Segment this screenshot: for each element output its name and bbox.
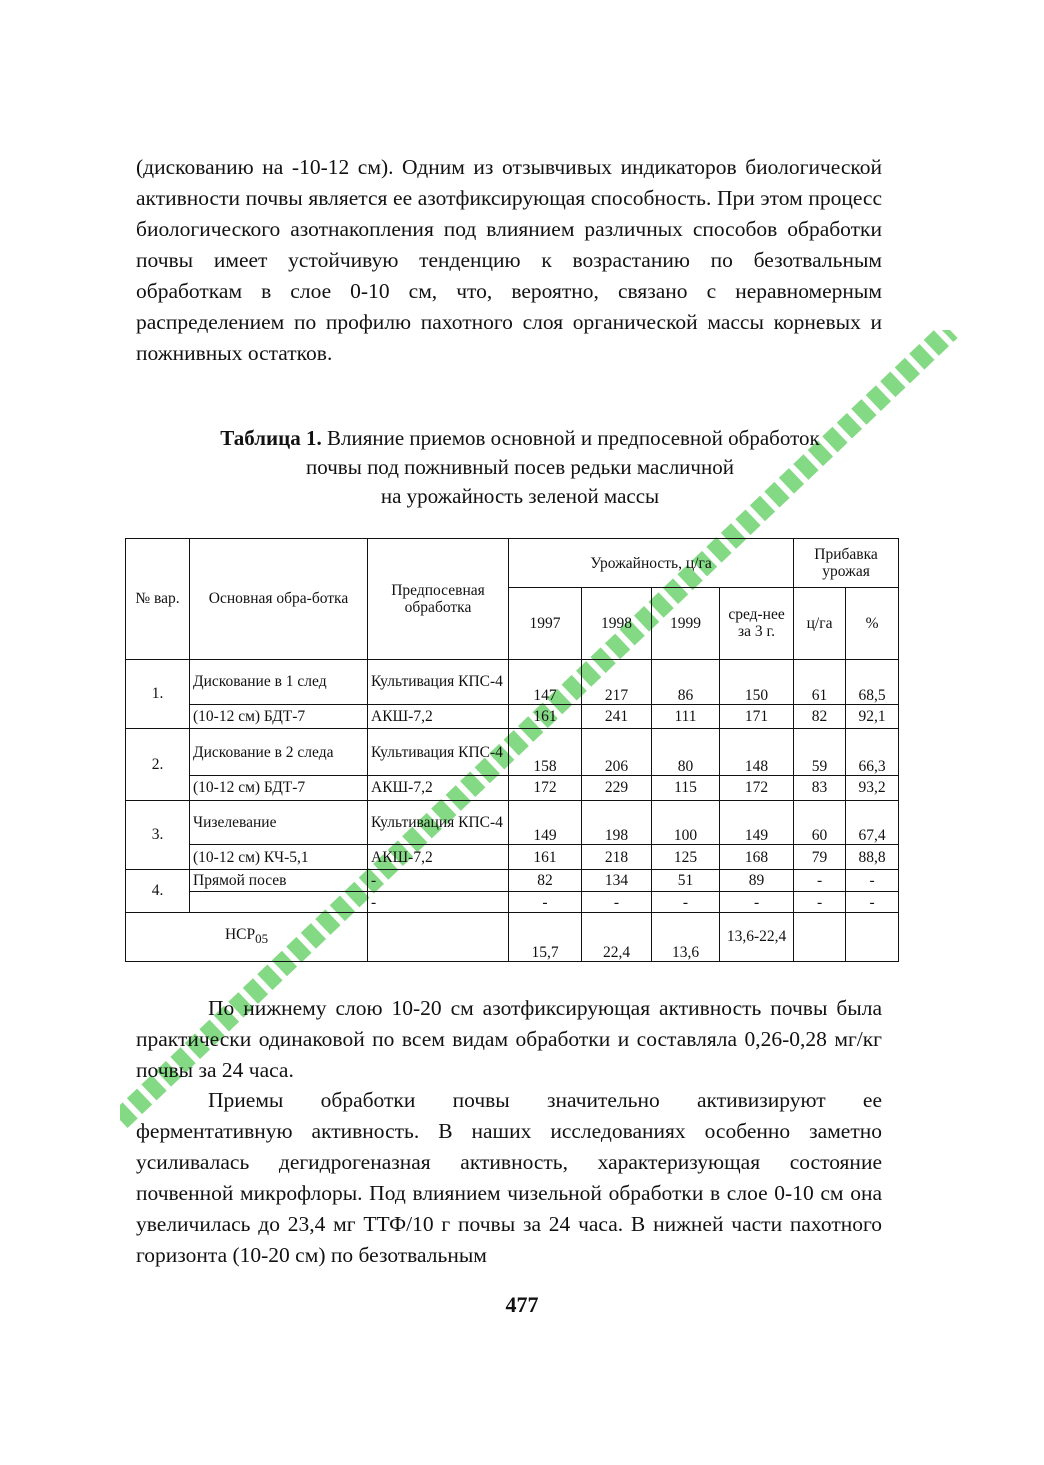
header-gain-pct: % [846,588,899,660]
value-1999: 125 [652,845,720,870]
table-row [126,659,899,704]
nsr-empty [846,912,899,961]
nsr-1998: 22,4 [582,912,652,961]
value-gain-cga: - [794,892,846,912]
value-1999: 100 [652,800,720,845]
yield-table [125,538,899,962]
table-row [126,845,899,870]
value-gain-cga: 59 [794,729,846,776]
value-1998: 218 [582,845,652,870]
nsr-empty [794,912,846,961]
paragraph-lower-layer: По нижнему слою 10-20 см азотфиксирующая активность почвы была практически одинаковой по всем видам обработки и составляла 0,26-0,28 мг/кг почвы за 24 часа. [136,996,882,1082]
variant-num: 4. [126,870,190,913]
header-year-1997: 1997 [509,588,582,660]
table-row [126,704,899,729]
value-gain-cga: 79 [794,845,846,870]
value-1997: 172 [509,776,582,801]
presowing-treatment: АКШ-7,2 [368,776,509,801]
paragraph-intro: (дискованию на -10-12 см). Одним из отзывчивых индикаторов биологической активности почвы является ее азотфиксирующая способность. При этом процесс биологического азотнакопления под влиянием различных способов обработки почвы имеет устойчивую тенденцию к возрастанию по безотвальным обработкам в слое 0-10 см, что, вероятно, связано с неравномерным распределением по профилю пахотного слоя органической массы корневых и пожнивных остатков. [136,155,882,365]
variant-num: 3. [126,800,190,869]
value-gain-cga: 60 [794,800,846,845]
main-treatment: Дискование в 2 следа [190,729,368,776]
table-row [126,892,899,912]
value-gain-pct: 92,1 [846,704,899,729]
value-average: 149 [720,800,794,845]
nsr-empty [368,912,509,961]
table-caption [120,424,920,511]
value-1998: 241 [582,704,652,729]
value-1997: 82 [509,870,582,892]
main-treatment: (10-12 см) БДТ-7 [190,776,368,801]
value-1999: - [652,892,720,912]
value-1997: 147 [509,659,582,704]
main-treatment: Дискование в 1 след [190,659,368,704]
header-presowing-treatment: Предпосевная обработка [368,539,509,660]
value-1997: 149 [509,800,582,845]
nsr-1999: 13,6 [652,912,720,961]
table-row [126,776,899,801]
main-treatment: Чизелевание [190,800,368,845]
value-1997: 161 [509,704,582,729]
value-gain-pct: - [846,892,899,912]
caption-line-3: на урожайность зеленой массы [380,484,660,508]
header-num: № вар. [126,539,190,660]
presowing-treatment: Культивация КПС-4 [368,659,509,704]
value-1999: 51 [652,870,720,892]
caption-label: Таблица 1. [220,426,322,450]
presowing-treatment: АКШ-7,2 [368,704,509,729]
presowing-treatment: Культивация КПС-4 [368,800,509,845]
value-gain-cga: - [794,870,846,892]
value-1999: 115 [652,776,720,801]
value-gain-pct: - [846,870,899,892]
nsr-average: 13,6-22,4 [720,912,794,961]
main-treatment: (10-12 см) БДТ-7 [190,704,368,729]
table-row-nsr [126,912,899,961]
table-row [126,800,899,845]
main-treatment: (10-12 см) КЧ-5,1 [190,845,368,870]
value-1998: 206 [582,729,652,776]
value-gain-pct: 93,2 [846,776,899,801]
value-average: 171 [720,704,794,729]
presowing-treatment: - [368,870,509,892]
value-1999: 111 [652,704,720,729]
value-1998: 198 [582,800,652,845]
header-average: сред-нее за 3 г. [720,588,794,660]
value-gain-cga: 82 [794,704,846,729]
value-gain-pct: 68,5 [846,659,899,704]
value-1997: - [509,892,582,912]
value-average: 150 [720,659,794,704]
value-1998: 229 [582,776,652,801]
nsr-1997: 15,7 [509,912,582,961]
header-year-1999: 1999 [652,588,720,660]
value-1998: 134 [582,870,652,892]
value-1998: 217 [582,659,652,704]
caption-line-2: почвы под пожнивный посев редьки масличной [306,455,734,479]
table-row [126,729,899,776]
header-gain: Прибавка урожая [794,539,899,588]
table-row [126,870,899,892]
header-main-treatment: Основная обра-ботка [190,539,368,660]
value-1997: 158 [509,729,582,776]
value-gain-pct: 67,4 [846,800,899,845]
header-year-1998: 1998 [582,588,652,660]
page-number: 477 [505,1292,539,1317]
paragraph-enzyme-activity: Приемы обработки почвы значительно активизируют ее ферментативную активность. В наших исследованиях особенно заметно усиливалась дегидрогеназная активность, характеризующая состояние почвенной микрофлоры. Под влиянием чизельной обработки в слое 0-10 см она увеличилась до 23,4 мг ТТФ/10 г почвы за 24 часа. В нижней части пахотного горизонта (10-20 см) по безотвальным [136,1088,882,1267]
presowing-treatment: - [368,892,509,912]
variant-num: 1. [126,659,190,728]
value-gain-cga: 61 [794,659,846,704]
value-average: 148 [720,729,794,776]
value-average: 172 [720,776,794,801]
header-yield: Урожайность, ц/га [509,539,794,588]
value-gain-cga: 83 [794,776,846,801]
value-1997: 161 [509,845,582,870]
main-treatment: Прямой посев [190,870,368,892]
nsr-subscript: 05 [255,931,269,947]
value-gain-pct: 88,8 [846,845,899,870]
value-average: - [720,892,794,912]
presowing-treatment: АКШ-7,2 [368,845,509,870]
variant-num: 2. [126,729,190,801]
presowing-treatment: Культивация КПС-4 [368,729,509,776]
value-average: 89 [720,870,794,892]
main-treatment [190,892,368,912]
nsr-label: $НСР_{05}$ [126,912,368,961]
value-1998: - [582,892,652,912]
header-gain-cga: ц/га [794,588,846,660]
value-gain-pct: 66,3 [846,729,899,776]
caption-line-1: Влияние приемов основной и предпосевной обработок [321,426,820,450]
value-1999: 86 [652,659,720,704]
value-average: 168 [720,845,794,870]
value-1999: 80 [652,729,720,776]
